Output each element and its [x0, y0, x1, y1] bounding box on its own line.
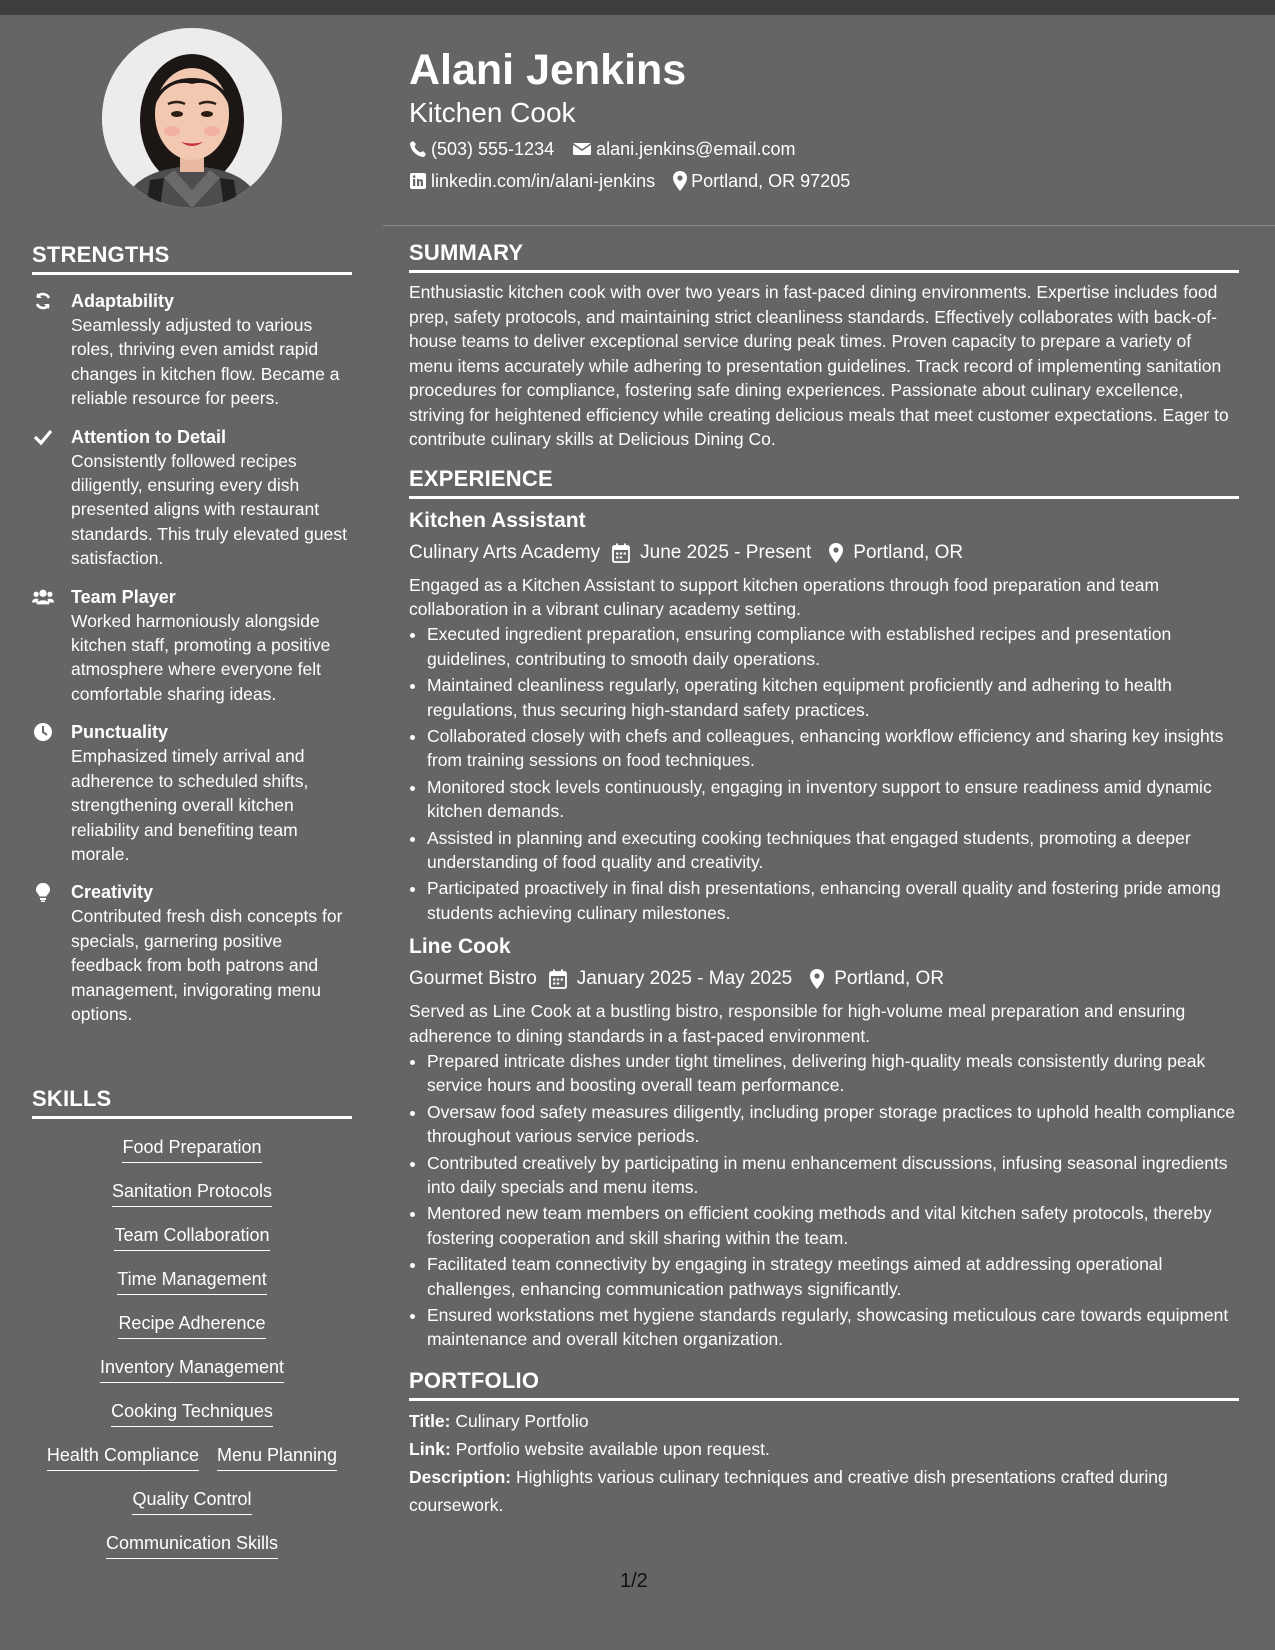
lightbulb-icon: [32, 881, 54, 903]
strength-description: Seamlessly adjusted to various roles, thriving even amidst rapid changes in kitchen flow. Became a reliable resource for peers.: [71, 315, 340, 409]
job-title: Kitchen Assistant: [409, 508, 586, 532]
job-location: Portland, OR: [853, 541, 964, 563]
skill-tag: Food Preparation: [122, 1135, 261, 1163]
job-bullets: [409, 622, 1239, 925]
portfolio-description: Highlights various culinary techniques and creative dish presentations crafted during coursework.: [409, 1466, 1168, 1515]
calendar-icon: [612, 543, 630, 563]
job-entry: [409, 507, 1239, 926]
job-title: Line Cook: [409, 935, 511, 959]
strength-item: [32, 289, 352, 411]
list-item: • Oversaw food safety measures diligently, including proper storage practices to uphold health compliance throughout various service periods.: [427, 1100, 1239, 1149]
refresh-icon: [32, 290, 54, 312]
map-pin-icon: [810, 969, 824, 989]
summary-heading: SUMMARY: [409, 240, 1239, 273]
list-item: • Collaborated closely with chefs and colleagues, enhancing workflow efficiency and sharing key insights from training sessions on food techniques.: [427, 724, 1239, 773]
skill-tag: Sanitation Protocols: [112, 1179, 272, 1207]
header-divider: [383, 225, 1275, 226]
strength-description: Emphasized timely arrival and adherence to scheduled shifts, strengthening overall kitchen reliability and benefiting team morale.: [71, 746, 309, 864]
strength-description: Consistently followed recipes diligently, ensuring every dish presented aligns with restaurant standards. This truly elevated guest satisfaction.: [71, 450, 347, 569]
portfolio-title: Culinary Portfolio: [455, 1410, 589, 1431]
main-column: [409, 240, 1239, 1519]
list-item: • Facilitated team connectivity by engaging in strategy meetings aimed at addressing operational challenges, enhancing communication pathways significantly.: [427, 1252, 1239, 1301]
portrait-image: [102, 28, 282, 208]
strength-description: Worked harmoniously alongside kitchen staff, promoting a positive atmosphere where everyone felt comfortable sharing ideas.: [71, 610, 331, 704]
portfolio-link-label: Link:: [409, 1438, 451, 1459]
strength-title: Punctuality: [71, 722, 169, 743]
summary-section: [409, 240, 1239, 452]
job-bullets: [409, 1049, 1239, 1352]
clock-icon: [32, 721, 54, 743]
skill-tag: Inventory Management: [100, 1355, 284, 1383]
envelope-icon: [572, 141, 592, 157]
strength-item: [32, 425, 352, 571]
strength-item: [32, 720, 352, 866]
summary-text: Enthusiastic kitchen cook with over two years in fast-paced dining environments. Expertise includes food prep, safety protocols, and maintaining strict cleanliness standards. Effectively collaborates with back-of-house teams to deliver exceptional service during peak times. Proven capacity to prepare a variety of menu items accurately while adhering to presentation guidelines. Track record of implementing sanitation procedures for compliance, fostering safe dining experiences. Passionate about culinary excellence, striving for heightened efficiency while creating delicious meals that meet customer expectations. Eager to contribute culinary skills at Delicious Dining Co.: [409, 282, 1229, 449]
list-item: • Contributed creatively by participating in menu enhancement discussions, infusing seasonal ingredients into daily specials and menu items.: [427, 1151, 1239, 1200]
portfolio-section: [409, 1368, 1239, 1519]
linkedin-icon: [409, 172, 427, 190]
list-item: • Participated proactively in final dish presentations, enhancing overall quality and fostering pride among students achieving culinary milestones.: [427, 876, 1239, 925]
strength-title: Team Player: [71, 586, 176, 607]
skill-tag: Quality Control: [132, 1487, 251, 1515]
phone-contact: [409, 136, 554, 162]
strength-title: Creativity: [71, 882, 154, 903]
portfolio-description-line: [409, 1463, 1239, 1519]
job-description: Engaged as a Kitchen Assistant to support kitchen operations through food preparation and team collaboration in a vibrant culinary academy setting.: [409, 574, 1160, 619]
strengths-heading: STRENGTHS: [32, 242, 352, 275]
strength-item: [32, 585, 352, 707]
job-dates: June 2025 - Present: [640, 541, 812, 563]
job-entry: [409, 933, 1239, 1352]
skills-section: [32, 1086, 352, 1559]
experience-section: [409, 466, 1239, 1352]
map-pin-icon: [829, 543, 843, 563]
portfolio-link: Portfolio website available upon request.: [455, 1438, 770, 1459]
portfolio-link-line: [409, 1435, 1239, 1463]
candidate-name: Alani Jenkins: [409, 46, 687, 94]
linkedin-url[interactable]: linkedin.com/in/alani-jenkins: [431, 171, 656, 191]
job-description: Served as Line Cook at a bustling bistro, responsible for high-volume meal preparation and ensuring adherence to dining standards in a fast-paced environment.: [409, 1001, 1186, 1046]
resume-header: [409, 44, 1239, 194]
email-address[interactable]: alani.jenkins@email.com: [596, 139, 796, 159]
skill-tag: Menu Planning: [217, 1443, 337, 1471]
location-text: Portland, OR 97205: [691, 171, 851, 191]
strength-item: [32, 880, 352, 1026]
list-item: • Prepared intricate dishes under tight timelines, delivering high-quality meals consistently during peak service hours and boosting overall team performance.: [427, 1049, 1239, 1098]
portfolio-title-line: [409, 1407, 1239, 1435]
linkedin-contact[interactable]: [409, 168, 655, 194]
candidate-title: Kitchen Cook: [409, 97, 576, 128]
portfolio-title-label: Title:: [409, 1410, 451, 1431]
list-item: • Monitored stock levels continuously, engaging in inventory support to ensure readiness amid dynamic kitchen demands.: [427, 775, 1239, 824]
portfolio-heading: PORTFOLIO: [409, 1368, 1239, 1401]
top-bar: [0, 0, 1275, 15]
list-item: • Assisted in planning and executing cooking techniques that engaged students, promoting a deeper understanding of food quality and creativity.: [427, 826, 1239, 875]
job-location: Portland, OR: [834, 968, 945, 990]
users-icon: [32, 586, 54, 608]
experience-heading: EXPERIENCE: [409, 466, 1239, 499]
location-contact: [673, 168, 850, 194]
checkmark-icon: [32, 426, 54, 448]
list-item: • Executed ingredient preparation, ensuring compliance with established recipes and presentation guidelines, contributing to smooth daily operations.: [427, 622, 1239, 671]
phone-icon: [409, 140, 427, 158]
calendar-icon: [549, 969, 567, 989]
skill-tag: Health Compliance: [47, 1443, 199, 1471]
skill-tag: Time Management: [117, 1267, 266, 1295]
email-contact[interactable]: [572, 136, 795, 162]
list-item: • Maintained cleanliness regularly, operating kitchen equipment proficiently and adhering to health regulations, thus securing high-standard safety practices.: [427, 673, 1239, 722]
strength-title: Attention to Detail: [71, 426, 226, 447]
skill-tag: Recipe Adherence: [118, 1311, 265, 1339]
strength-title: Adaptability: [71, 291, 175, 311]
list-item: • Mentored new team members on efficient cooking methods and vital kitchen safety protocols, thereby fostering cooperation and skill sharing within the team.: [427, 1201, 1239, 1250]
job-company: Gourmet Bistro: [409, 968, 537, 990]
avatar: [102, 28, 282, 208]
phone-number: (503) 555-1234: [431, 139, 555, 159]
skill-tag: Team Collaboration: [114, 1223, 269, 1251]
list-item: • Ensured workstations met hygiene standards regularly, showcasing meticulous care towards equipment maintenance and overall kitchen organization.: [427, 1303, 1239, 1352]
map-pin-icon: [673, 171, 687, 191]
skill-tag: Cooking Techniques: [111, 1399, 273, 1427]
strength-description: Contributed fresh dish concepts for specials, garnering positive feedback from both patrons and management, invigorating menu options.: [71, 906, 343, 1024]
page-indicator: 1/2: [620, 1570, 648, 1592]
skills-heading: SKILLS: [32, 1086, 352, 1119]
portfolio-description-label: Description:: [409, 1466, 512, 1487]
job-company: Culinary Arts Academy: [409, 541, 601, 563]
strengths-section: [32, 242, 352, 1026]
skill-tag: Communication Skills: [106, 1531, 278, 1559]
job-dates: January 2025 - May 2025: [576, 968, 793, 990]
